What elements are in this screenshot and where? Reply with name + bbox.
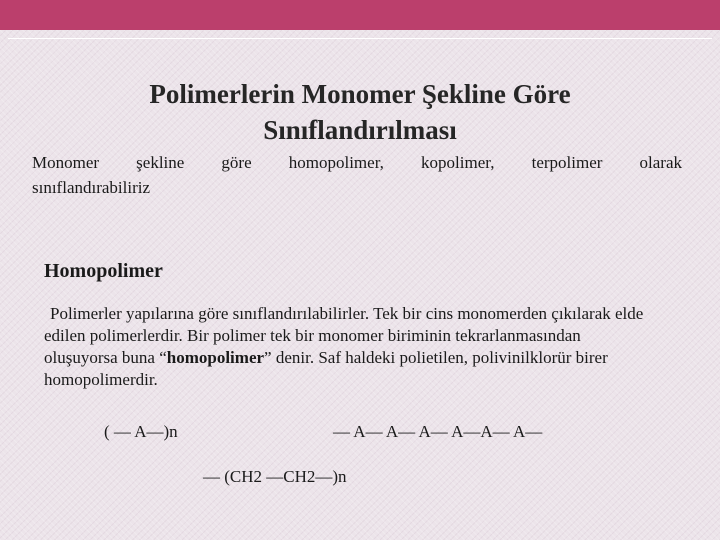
slide-border-line (8, 38, 712, 39)
intro-word: olarak (639, 153, 682, 172)
formula-repeat-unit: ( — A—)n (104, 422, 178, 441)
intro-line-2: sınıflandırabiliriz (32, 178, 151, 197)
top-accent-bar (0, 0, 720, 30)
paragraph-text-after: ” denir. Saf haldeki polietilen, polivinilklorür birer homopolimerdir. (44, 348, 608, 389)
paragraph-bold-term: homopolimer (166, 348, 265, 367)
paragraph-text-before: Polimerler yapılarına göre sınıflandırılabilirler. Tek bir cins monomerden çıkılarak elde edilen polimerlerdir. Bir polimer tek bir monomer biriminin tekrarlanmasından oluşuyorsa buna “ (44, 304, 644, 367)
title-line-2: Sınıflandırılması (263, 115, 457, 145)
intro-text (32, 150, 682, 200)
title-line-1: Polimerlerin Monomer Şekline Göre (149, 79, 571, 109)
homopolimer-paragraph (44, 303, 644, 391)
slide-title (60, 76, 660, 148)
intro-word: terpolimer (531, 153, 603, 172)
formula-polyethylene: — (CH2 —CH2—)n (203, 467, 347, 486)
formula-chain: — A— A— A— A—A— A— (333, 422, 543, 441)
intro-word: Monomer (32, 153, 100, 172)
intro-word: kopolimer, (421, 153, 495, 172)
intro-word: homopolimer, (288, 153, 384, 172)
section-heading: Homopolimer (44, 260, 163, 282)
intro-word: şekline (136, 153, 185, 172)
intro-line-1 (32, 150, 682, 175)
intro-word: göre (221, 153, 252, 172)
